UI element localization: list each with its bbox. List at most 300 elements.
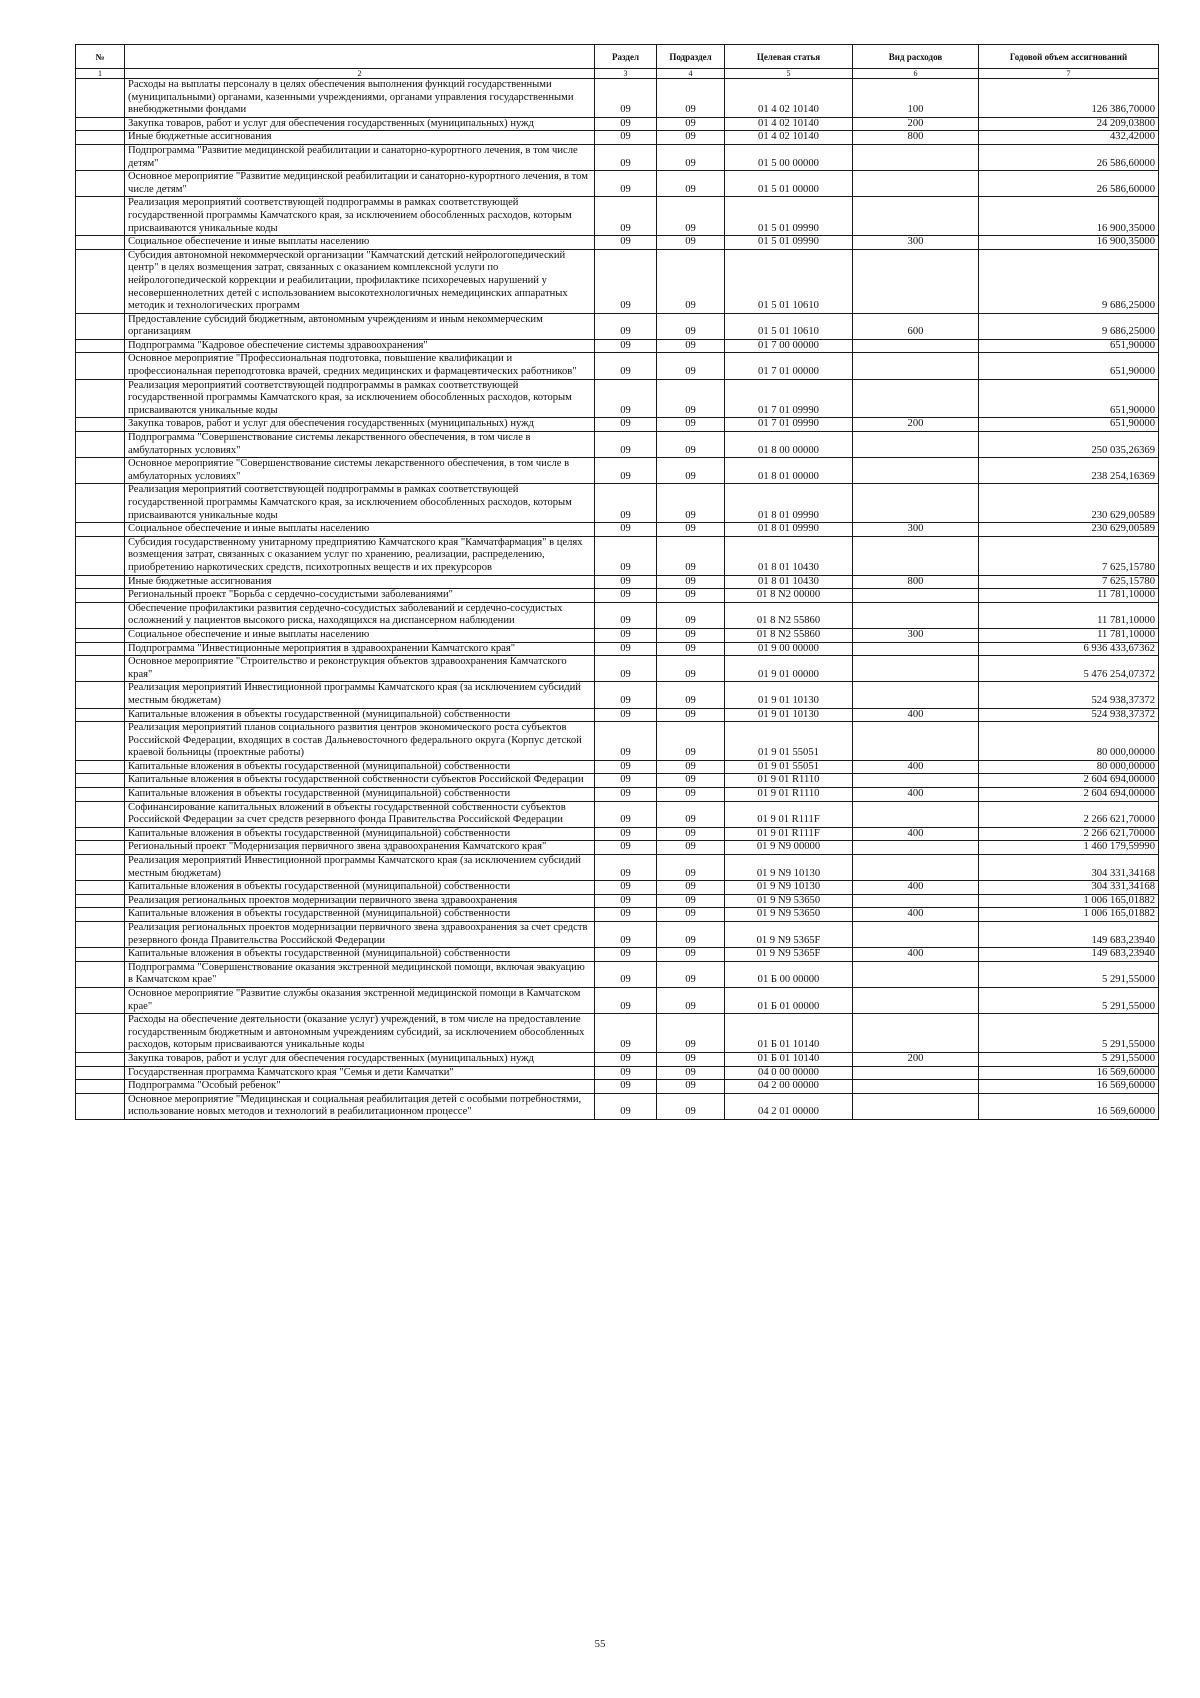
row-razdel: 09 [595, 827, 657, 841]
row-razdel: 09 [595, 131, 657, 145]
row-target-article: 01 5 01 10610 [725, 313, 853, 339]
row-amount: 230 629,00589 [979, 523, 1159, 537]
row-amount: 1 006 165,01882 [979, 894, 1159, 908]
row-amount: 149 683,23940 [979, 948, 1159, 962]
row-target-article: 01 8 01 09990 [725, 484, 853, 523]
row-podrazdel: 09 [657, 171, 725, 197]
row-razdel: 09 [595, 144, 657, 170]
row-description: Капитальные вложения в объекты государственной собственности субъектов Российской Федерации [125, 774, 595, 788]
row-amount: 2 266 621,70000 [979, 827, 1159, 841]
row-target-article: 01 5 01 09990 [725, 197, 853, 236]
row-amount: 1 460 179,59990 [979, 841, 1159, 855]
row-number-cell [76, 722, 125, 761]
table-row [76, 418, 1159, 432]
table-row [76, 708, 1159, 722]
row-target-article: 01 9 N9 53650 [725, 908, 853, 922]
row-podrazdel: 09 [657, 722, 725, 761]
table-row [76, 908, 1159, 922]
row-podrazdel: 09 [657, 760, 725, 774]
row-expense-type [853, 987, 979, 1013]
row-amount: 26 586,60000 [979, 144, 1159, 170]
row-amount: 2 604 694,00000 [979, 788, 1159, 802]
row-amount: 432,42000 [979, 131, 1159, 145]
row-target-article: 01 8 N2 55860 [725, 628, 853, 642]
row-amount: 9 686,25000 [979, 313, 1159, 339]
row-podrazdel: 09 [657, 236, 725, 250]
column-number: 3 [595, 69, 657, 79]
row-expense-type [853, 432, 979, 458]
row-description: Подпрограмма "Совершенствование системы лекарственного обеспечения, в том числе в амбулаторных условиях" [125, 432, 595, 458]
row-number-cell [76, 894, 125, 908]
row-razdel: 09 [595, 1080, 657, 1094]
row-description: Региональный проект "Борьба с сердечно-сосудистыми заболеваниями" [125, 589, 595, 603]
row-description: Расходы на обеспечение деятельности (оказание услуг) учреждений, в том числе на предоставление государственным бюджетным и автономным учреждениям субсидий, за исключением обособленных расходов, которым присваиваются уникальные коды [125, 1014, 595, 1053]
row-amount: 7 625,15780 [979, 575, 1159, 589]
table-row [76, 589, 1159, 603]
row-target-article: 01 8 N2 00000 [725, 589, 853, 603]
table-row [76, 841, 1159, 855]
row-razdel: 09 [595, 249, 657, 313]
row-expense-type: 300 [853, 628, 979, 642]
row-description: Основное мероприятие "Медицинская и социальная реабилитация детей с особыми потребностями, использование новых методов и технологий в реабилитационном процессе" [125, 1093, 595, 1119]
table-row [76, 144, 1159, 170]
row-target-article: 01 9 01 55051 [725, 722, 853, 761]
row-razdel: 09 [595, 855, 657, 881]
row-number-cell [76, 628, 125, 642]
row-amount: 1 006 165,01882 [979, 908, 1159, 922]
row-target-article: 01 Б 01 10140 [725, 1014, 853, 1053]
row-amount: 6 936 433,67362 [979, 642, 1159, 656]
row-razdel: 09 [595, 948, 657, 962]
row-target-article: 01 9 01 R1110 [725, 774, 853, 788]
row-target-article: 04 2 00 00000 [725, 1080, 853, 1094]
row-expense-type: 300 [853, 236, 979, 250]
row-razdel: 09 [595, 379, 657, 418]
header-vid: Вид расходов [853, 45, 979, 69]
row-target-article: 01 5 01 10610 [725, 249, 853, 313]
row-amount: 16 569,60000 [979, 1066, 1159, 1080]
row-expense-type [853, 197, 979, 236]
row-number-cell [76, 760, 125, 774]
row-expense-type: 600 [853, 313, 979, 339]
row-amount: 250 035,26369 [979, 432, 1159, 458]
table-row [76, 575, 1159, 589]
row-description: Основное мероприятие "Развитие медицинской реабилитации и санаторно-курортного лечения, в том числе детям" [125, 171, 595, 197]
budget-table [75, 44, 1159, 1120]
row-target-article: 01 7 01 00000 [725, 353, 853, 379]
row-number-cell [76, 117, 125, 131]
row-description: Закупка товаров, работ и услуг для обеспечения государственных (муниципальных) нужд [125, 117, 595, 131]
row-razdel: 09 [595, 602, 657, 628]
row-amount: 5 291,55000 [979, 987, 1159, 1013]
row-target-article: 01 9 N9 10130 [725, 855, 853, 881]
row-number-cell [76, 353, 125, 379]
row-number-cell [76, 1080, 125, 1094]
row-number-cell [76, 589, 125, 603]
row-number-cell [76, 987, 125, 1013]
row-description: Капитальные вложения в объекты государственной (муниципальной) собственности [125, 788, 595, 802]
row-number-cell [76, 418, 125, 432]
row-amount: 2 604 694,00000 [979, 774, 1159, 788]
row-razdel: 09 [595, 894, 657, 908]
row-expense-type [853, 642, 979, 656]
row-podrazdel: 09 [657, 881, 725, 895]
row-target-article: 01 8 N2 55860 [725, 602, 853, 628]
row-amount: 24 209,03800 [979, 117, 1159, 131]
row-expense-type [853, 1066, 979, 1080]
row-amount: 5 476 254,07372 [979, 656, 1159, 682]
row-number-cell [76, 197, 125, 236]
row-amount: 80 000,00000 [979, 760, 1159, 774]
row-razdel: 09 [595, 197, 657, 236]
row-description: Региональный проект "Модернизация первичного звена здравоохранения Камчатского края" [125, 841, 595, 855]
row-expense-type: 400 [853, 788, 979, 802]
row-target-article: 01 Б 01 00000 [725, 987, 853, 1013]
row-number-cell [76, 841, 125, 855]
row-target-article: 01 7 01 09990 [725, 379, 853, 418]
row-number-cell [76, 339, 125, 353]
row-razdel: 09 [595, 922, 657, 948]
row-expense-type: 400 [853, 881, 979, 895]
row-razdel: 09 [595, 589, 657, 603]
row-target-article: 01 7 00 00000 [725, 339, 853, 353]
table-row [76, 117, 1159, 131]
table-row [76, 722, 1159, 761]
header-podrazdel: Подраздел [657, 45, 725, 69]
table-row [76, 987, 1159, 1013]
row-podrazdel: 09 [657, 1093, 725, 1119]
row-podrazdel: 09 [657, 987, 725, 1013]
row-razdel: 09 [595, 79, 657, 118]
table-row [76, 1014, 1159, 1053]
row-expense-type: 400 [853, 948, 979, 962]
row-expense-type [853, 484, 979, 523]
row-description: Социальное обеспечение и иные выплаты населению [125, 628, 595, 642]
row-podrazdel: 09 [657, 827, 725, 841]
row-description: Социальное обеспечение и иные выплаты населению [125, 236, 595, 250]
table-row [76, 1066, 1159, 1080]
row-amount: 230 629,00589 [979, 484, 1159, 523]
row-podrazdel: 09 [657, 79, 725, 118]
row-amount: 304 331,34168 [979, 881, 1159, 895]
row-description: Подпрограмма "Кадровое обеспечение системы здравоохранения" [125, 339, 595, 353]
row-podrazdel: 09 [657, 484, 725, 523]
row-target-article: 01 9 00 00000 [725, 642, 853, 656]
row-razdel: 09 [595, 774, 657, 788]
row-razdel: 09 [595, 523, 657, 537]
row-number-cell [76, 79, 125, 118]
row-target-article: 01 4 02 10140 [725, 131, 853, 145]
row-description: Закупка товаров, работ и услуг для обеспечения государственных (муниципальных) нужд [125, 418, 595, 432]
row-razdel: 09 [595, 682, 657, 708]
column-number: 1 [76, 69, 125, 79]
row-target-article: 01 9 N9 53650 [725, 894, 853, 908]
row-number-cell [76, 788, 125, 802]
row-expense-type [853, 774, 979, 788]
row-number-cell [76, 575, 125, 589]
row-description: Реализация региональных проектов модернизации первичного звена здравоохранения за счет средств резервного фонда Правительства Российской Федерации [125, 922, 595, 948]
document-page [75, 44, 1158, 1120]
table-row [76, 760, 1159, 774]
table-row [76, 961, 1159, 987]
row-number-cell [76, 961, 125, 987]
column-number-row [76, 69, 1159, 79]
table-row [76, 682, 1159, 708]
row-expense-type [853, 339, 979, 353]
row-amount: 651,90000 [979, 418, 1159, 432]
row-podrazdel: 09 [657, 642, 725, 656]
row-number-cell [76, 131, 125, 145]
table-body [76, 79, 1159, 1120]
row-target-article: 01 9 N9 5365F [725, 948, 853, 962]
row-amount: 149 683,23940 [979, 922, 1159, 948]
row-podrazdel: 09 [657, 922, 725, 948]
row-number-cell [76, 171, 125, 197]
row-podrazdel: 09 [657, 855, 725, 881]
row-razdel: 09 [595, 575, 657, 589]
row-target-article: 01 Б 00 00000 [725, 961, 853, 987]
table-row [76, 171, 1159, 197]
row-expense-type [853, 458, 979, 484]
row-number-cell [76, 458, 125, 484]
table-row [76, 1093, 1159, 1119]
column-number: 5 [725, 69, 853, 79]
row-expense-type: 200 [853, 117, 979, 131]
row-number-cell [76, 774, 125, 788]
row-razdel: 09 [595, 171, 657, 197]
row-amount: 2 266 621,70000 [979, 801, 1159, 827]
row-razdel: 09 [595, 484, 657, 523]
row-podrazdel: 09 [657, 774, 725, 788]
row-description: Подпрограмма "Особый ребенок" [125, 1080, 595, 1094]
row-target-article: 01 5 01 09990 [725, 236, 853, 250]
row-expense-type: 400 [853, 760, 979, 774]
row-podrazdel: 09 [657, 682, 725, 708]
row-amount: 9 686,25000 [979, 249, 1159, 313]
row-podrazdel: 09 [657, 432, 725, 458]
row-number-cell [76, 682, 125, 708]
row-podrazdel: 09 [657, 523, 725, 537]
row-expense-type: 200 [853, 1052, 979, 1066]
row-target-article: 01 7 01 09990 [725, 418, 853, 432]
row-razdel: 09 [595, 708, 657, 722]
row-amount: 126 386,70000 [979, 79, 1159, 118]
row-razdel: 09 [595, 418, 657, 432]
row-razdel: 09 [595, 1066, 657, 1080]
row-description: Основное мероприятие "Профессиональная подготовка, повышение квалификации и профессиональная переподготовка врачей, средних медицинских и фармацевтических работников" [125, 353, 595, 379]
row-amount: 16 900,35000 [979, 236, 1159, 250]
row-description: Реализация мероприятий соответствующей подпрограммы в рамках соответствующей государственной программы Камчатского края, за исключением обособленных расходов, которым присваиваются уникальные коды [125, 484, 595, 523]
row-podrazdel: 09 [657, 575, 725, 589]
row-number-cell [76, 523, 125, 537]
row-podrazdel: 09 [657, 1052, 725, 1066]
row-amount: 524 938,37372 [979, 708, 1159, 722]
table-row [76, 458, 1159, 484]
row-podrazdel: 09 [657, 353, 725, 379]
row-razdel: 09 [595, 339, 657, 353]
table-row [76, 922, 1159, 948]
row-expense-type: 800 [853, 575, 979, 589]
row-podrazdel: 09 [657, 313, 725, 339]
row-razdel: 09 [595, 458, 657, 484]
row-razdel: 09 [595, 642, 657, 656]
table-row [76, 1080, 1159, 1094]
page-number: 55 [594, 1638, 606, 1650]
row-expense-type: 400 [853, 908, 979, 922]
row-razdel: 09 [595, 722, 657, 761]
row-expense-type [853, 841, 979, 855]
row-razdel: 09 [595, 313, 657, 339]
row-number-cell [76, 1014, 125, 1053]
row-number-cell [76, 642, 125, 656]
row-target-article: 01 9 N9 00000 [725, 841, 853, 855]
column-number: 2 [125, 69, 595, 79]
table-row [76, 855, 1159, 881]
row-number-cell [76, 313, 125, 339]
row-number-cell [76, 536, 125, 575]
row-razdel: 09 [595, 236, 657, 250]
row-razdel: 09 [595, 1052, 657, 1066]
row-number-cell [76, 249, 125, 313]
row-target-article: 01 5 00 00000 [725, 144, 853, 170]
row-podrazdel: 09 [657, 144, 725, 170]
row-razdel: 09 [595, 628, 657, 642]
row-razdel: 09 [595, 1014, 657, 1053]
table-row [76, 788, 1159, 802]
row-target-article: 01 Б 01 10140 [725, 1052, 853, 1066]
row-target-article: 01 8 01 09990 [725, 523, 853, 537]
row-description: Капитальные вложения в объекты государственной (муниципальной) собственности [125, 708, 595, 722]
row-number-cell [76, 1093, 125, 1119]
row-amount: 5 291,55000 [979, 961, 1159, 987]
row-target-article: 04 0 00 00000 [725, 1066, 853, 1080]
row-description: Капитальные вложения в объекты государственной (муниципальной) собственности [125, 827, 595, 841]
row-razdel: 09 [595, 536, 657, 575]
table-row [76, 484, 1159, 523]
row-podrazdel: 09 [657, 589, 725, 603]
row-expense-type [853, 894, 979, 908]
row-target-article: 01 8 01 00000 [725, 458, 853, 484]
row-description: Реализация мероприятий планов социального развития центров экономического роста субъектов Российской Федерации, входящих в состав Дальневосточного федерального округа (Корпус детской краевой больницы (проектные работы) [125, 722, 595, 761]
row-razdel: 09 [595, 987, 657, 1013]
header-amount: Годовой объем ассигнований [979, 45, 1159, 69]
row-razdel: 09 [595, 432, 657, 458]
table-row [76, 881, 1159, 895]
row-number-cell [76, 922, 125, 948]
row-number-cell [76, 484, 125, 523]
table-row [76, 379, 1159, 418]
row-podrazdel: 09 [657, 656, 725, 682]
row-description: Расходы на выплаты персоналу в целях обеспечения выполнения функций государственными (муниципальными) органами, казенными учреждениями, органами управления государственными внебюджетными фондами [125, 79, 595, 118]
row-target-article: 01 9 N9 10130 [725, 881, 853, 895]
row-description: Подпрограмма "Совершенствование оказания экстренной медицинской помощи, включая эвакуацию в Камчатском крае" [125, 961, 595, 987]
row-expense-type [853, 1080, 979, 1094]
row-description: Капитальные вложения в объекты государственной (муниципальной) собственности [125, 881, 595, 895]
row-amount: 7 625,15780 [979, 536, 1159, 575]
row-description: Субсидия государственному унитарному предприятию Камчатского края "Камчатфармация" в целях возмещения затрат, связанных с оказанием услуг по хранению, реализации, распределению, приобретению наркотических средств, психотропных веществ и их прекурсоров [125, 536, 595, 575]
table-row [76, 432, 1159, 458]
row-expense-type: 400 [853, 708, 979, 722]
row-number-cell [76, 1066, 125, 1080]
row-description: Закупка товаров, работ и услуг для обеспечения государственных (муниципальных) нужд [125, 1052, 595, 1066]
row-target-article: 01 4 02 10140 [725, 79, 853, 118]
row-target-article: 01 9 01 R111F [725, 801, 853, 827]
row-expense-type [853, 589, 979, 603]
row-razdel: 09 [595, 353, 657, 379]
row-expense-type [853, 722, 979, 761]
row-amount: 11 781,10000 [979, 602, 1159, 628]
row-podrazdel: 09 [657, 418, 725, 432]
row-expense-type: 100 [853, 79, 979, 118]
row-razdel: 09 [595, 656, 657, 682]
row-expense-type [853, 249, 979, 313]
row-razdel: 09 [595, 908, 657, 922]
row-expense-type [853, 682, 979, 708]
row-podrazdel: 09 [657, 801, 725, 827]
row-podrazdel: 09 [657, 948, 725, 962]
row-podrazdel: 09 [657, 458, 725, 484]
row-amount: 16 569,60000 [979, 1093, 1159, 1119]
row-number-cell [76, 801, 125, 827]
row-expense-type [853, 801, 979, 827]
table-row [76, 774, 1159, 788]
row-target-article: 01 4 02 10140 [725, 117, 853, 131]
row-description: Основное мероприятие "Совершенствование системы лекарственного обеспечения, в том числе в амбулаторных условиях" [125, 458, 595, 484]
row-description: Основное мероприятие "Развитие службы оказания экстренной медицинской помощи в Камчатском крае" [125, 987, 595, 1013]
row-podrazdel: 09 [657, 117, 725, 131]
row-description: Подпрограмма "Инвестиционные мероприятия в здравоохранении Камчатского края" [125, 642, 595, 656]
table-row [76, 313, 1159, 339]
row-podrazdel: 09 [657, 379, 725, 418]
row-number-cell [76, 881, 125, 895]
row-podrazdel: 09 [657, 961, 725, 987]
row-expense-type: 200 [853, 418, 979, 432]
row-amount: 11 781,10000 [979, 589, 1159, 603]
row-podrazdel: 09 [657, 708, 725, 722]
row-description: Реализация мероприятий соответствующей подпрограммы в рамках соответствующей государственной программы Камчатского края, за исключением обособленных расходов, которым присваиваются уникальные коды [125, 197, 595, 236]
row-target-article: 01 5 01 00000 [725, 171, 853, 197]
row-razdel: 09 [595, 801, 657, 827]
row-target-article: 04 2 01 00000 [725, 1093, 853, 1119]
row-expense-type [853, 144, 979, 170]
header-razdel: Раздел [595, 45, 657, 69]
row-target-article: 01 9 01 10130 [725, 682, 853, 708]
row-description: Подпрограмма "Развитие медицинской реабилитации и санаторно-курортного лечения, в том числе детям" [125, 144, 595, 170]
row-description: Субсидия автономной некоммерческой организации "Камчатский детский нейрологопедический центр" в целях возмещения затрат, связанных с оказанием комплексной услуги по нейрологопедической коррекции и реабилитации, профилактике психоречевых нарушений у несовершеннолетних детей с использованием высокотехнологичных немедицинских аппаратных методик и технологических программ [125, 249, 595, 313]
row-podrazdel: 09 [657, 894, 725, 908]
row-target-article: 01 9 01 R1110 [725, 788, 853, 802]
header-no: № [76, 45, 125, 69]
row-razdel: 09 [595, 961, 657, 987]
row-expense-type [853, 379, 979, 418]
row-number-cell [76, 602, 125, 628]
row-description: Предоставление субсидий бюджетным, автономным учреждениям и иным некоммерческим организациям [125, 313, 595, 339]
row-podrazdel: 09 [657, 249, 725, 313]
row-target-article: 01 9 01 55051 [725, 760, 853, 774]
table-row [76, 536, 1159, 575]
row-podrazdel: 09 [657, 339, 725, 353]
row-amount: 304 331,34168 [979, 855, 1159, 881]
row-expense-type [853, 602, 979, 628]
row-number-cell [76, 855, 125, 881]
row-description: Капитальные вложения в объекты государственной (муниципальной) собственности [125, 908, 595, 922]
row-expense-type: 300 [853, 523, 979, 537]
row-number-cell [76, 432, 125, 458]
row-number-cell [76, 656, 125, 682]
row-amount: 26 586,60000 [979, 171, 1159, 197]
row-amount: 651,90000 [979, 353, 1159, 379]
row-expense-type [853, 1093, 979, 1119]
